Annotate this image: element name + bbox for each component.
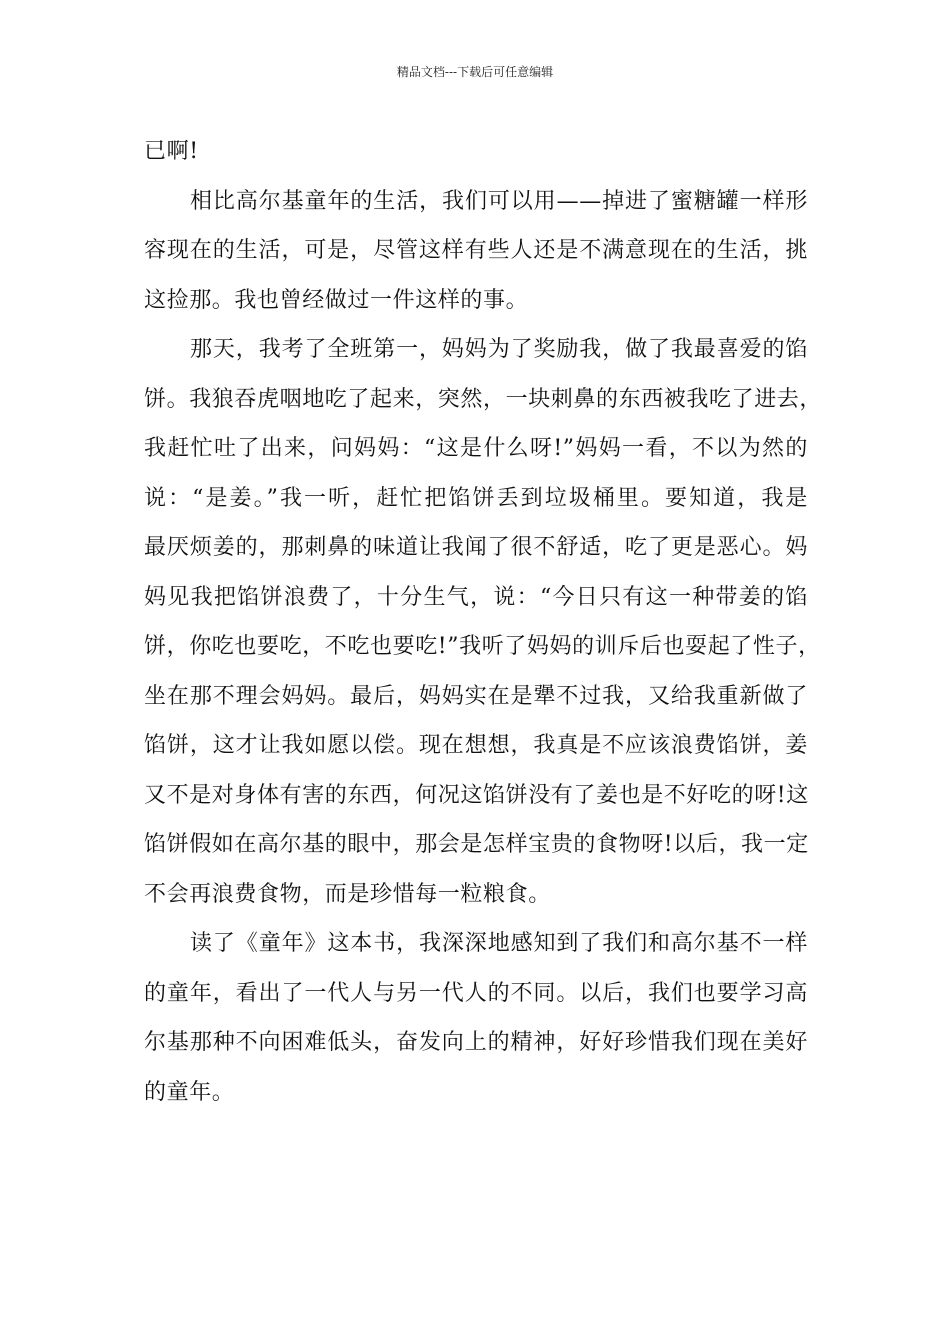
document-body <box>144 130 823 1120</box>
text-line: 读了《童年》这本书，我深深地感知到了我们和高尔基不一样 <box>190 931 808 956</box>
text-line: 最厌烦姜的，那刺鼻的味道让我闻了很不舒适，吃了更是恶心。妈 <box>144 535 808 560</box>
text-line: 的童年，看出了一代人与另一代人的不同。以后，我们也要学习高 <box>144 980 808 1006</box>
text-line: 说：“是姜。”我一听，赶忙把馅饼丢到垃圾桶里。要知道，我是 <box>144 485 808 511</box>
text-line: 不会再浪费食物，而是珍惜每一粒粮食。 <box>144 881 551 907</box>
text-line: 饼，你吃也要吃，不吃也要吃!”我听了妈妈的训斥后也耍起了性子， <box>144 634 821 659</box>
text-line: 馅饼假如在高尔基的眼中，那会是怎样宝贵的食物呀!以后，我一定 <box>144 832 809 857</box>
text-line: 那天，我考了全班第一，妈妈为了奖励我，做了我最喜爱的馅 <box>190 337 808 362</box>
text-line: 容现在的生活，可是，尽管这样有些人还是不满意现在的生活，挑 <box>144 238 808 263</box>
text-line: 我赶忙吐了出来，问妈妈：“这是什么呀!”妈妈一看，不以为然的 <box>144 436 808 461</box>
text-line: 这捡那。我也曾经做过一件这样的事。 <box>144 287 529 313</box>
text-line: 相比高尔基童年的生活，我们可以用——掉进了蜜糖罐一样形 <box>190 188 808 214</box>
text-line: 又不是对身体有害的东西，何况这馅饼没有了姜也是不好吃的呀!这 <box>144 782 809 808</box>
text-line: 妈见我把馅饼浪费了，十分生气，说：“今日只有这一种带姜的馅 <box>144 584 808 610</box>
page-header: 精品文档---下载后可任意编辑 <box>396 65 554 79</box>
text-line: 馅饼，这才让我如愿以偿。现在想想，我真是不应该浪费馅饼，姜 <box>144 733 808 758</box>
text-line: 坐在那不理会妈妈。最后，妈妈实在是犟不过我，又给我重新做了 <box>144 683 808 709</box>
text-line: 饼。我狼吞虎咽地吃了起来，突然，一块刺鼻的东西被我吃了进去， <box>144 386 823 412</box>
text-line: 尔基那种不向困难低头，奋发向上的精神，好好珍惜我们现在美好 <box>144 1030 808 1055</box>
text-line: 已啊! <box>144 139 199 164</box>
text-line: 的童年。 <box>144 1079 235 1105</box>
